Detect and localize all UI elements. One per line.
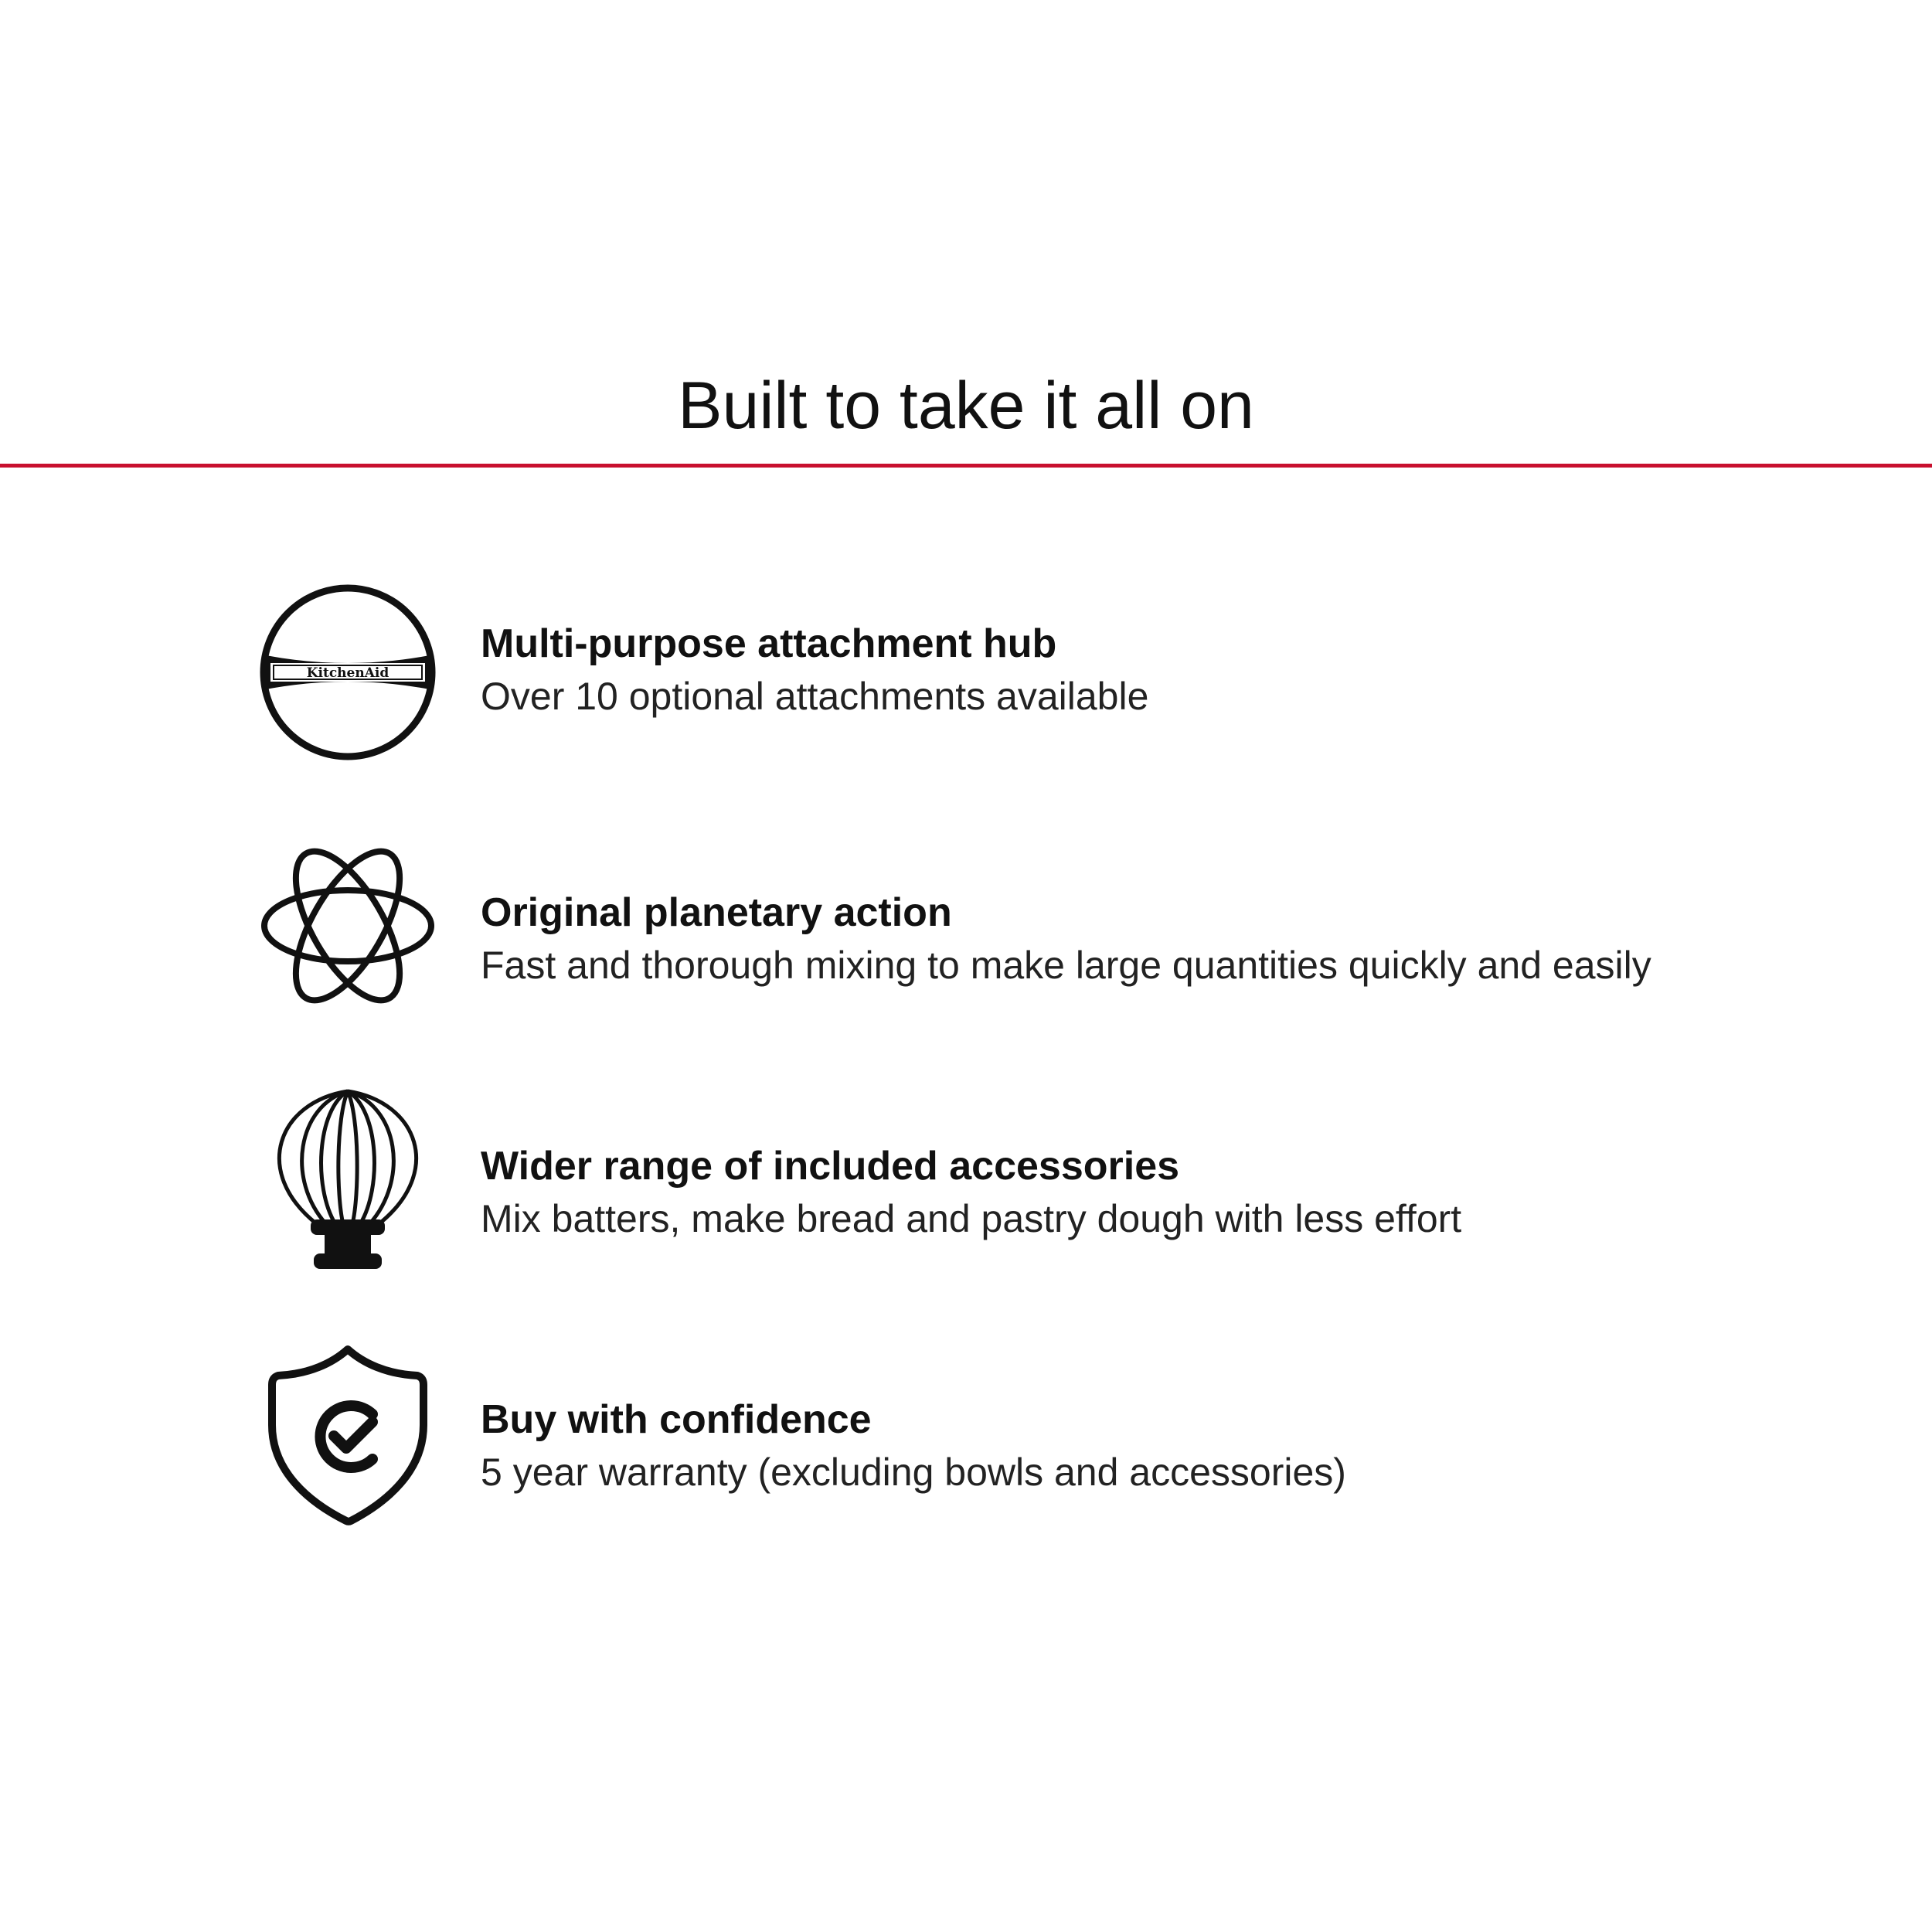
kitchenaid-logo-icon xyxy=(255,580,440,765)
feature-heading: Original planetary action xyxy=(481,890,952,935)
feature-heading: Buy with confidence xyxy=(481,1397,872,1442)
feature-description: Over 10 optional attachments available xyxy=(481,675,1149,718)
svg-text:KitchenAid: KitchenAid xyxy=(306,665,389,681)
feature-item-accessories xyxy=(255,1087,1878,1340)
title-divider xyxy=(0,464,1932,468)
feature-heading: Multi-purpose attachment hub xyxy=(481,621,1057,666)
feature-item-attachment-hub xyxy=(255,580,1878,833)
planetary-atom-icon xyxy=(255,833,440,1019)
feature-item-warranty xyxy=(255,1340,1878,1594)
feature-item-planetary-action xyxy=(255,833,1878,1087)
feature-description: Mix batters, make bread and pastry dough with less effort xyxy=(481,1197,1462,1240)
feature-description: 5 year warranty (excluding bowls and accessories) xyxy=(481,1451,1346,1494)
feature-list xyxy=(255,580,1878,1594)
feature-heading: Wider range of included accessories xyxy=(481,1144,1180,1189)
whisk-icon xyxy=(255,1087,440,1272)
page-title: Built to take it all on xyxy=(678,369,1254,443)
feature-description: Fast and thorough mixing to make large quantities quickly and easily xyxy=(481,944,1651,987)
shield-check-icon xyxy=(255,1340,440,1526)
